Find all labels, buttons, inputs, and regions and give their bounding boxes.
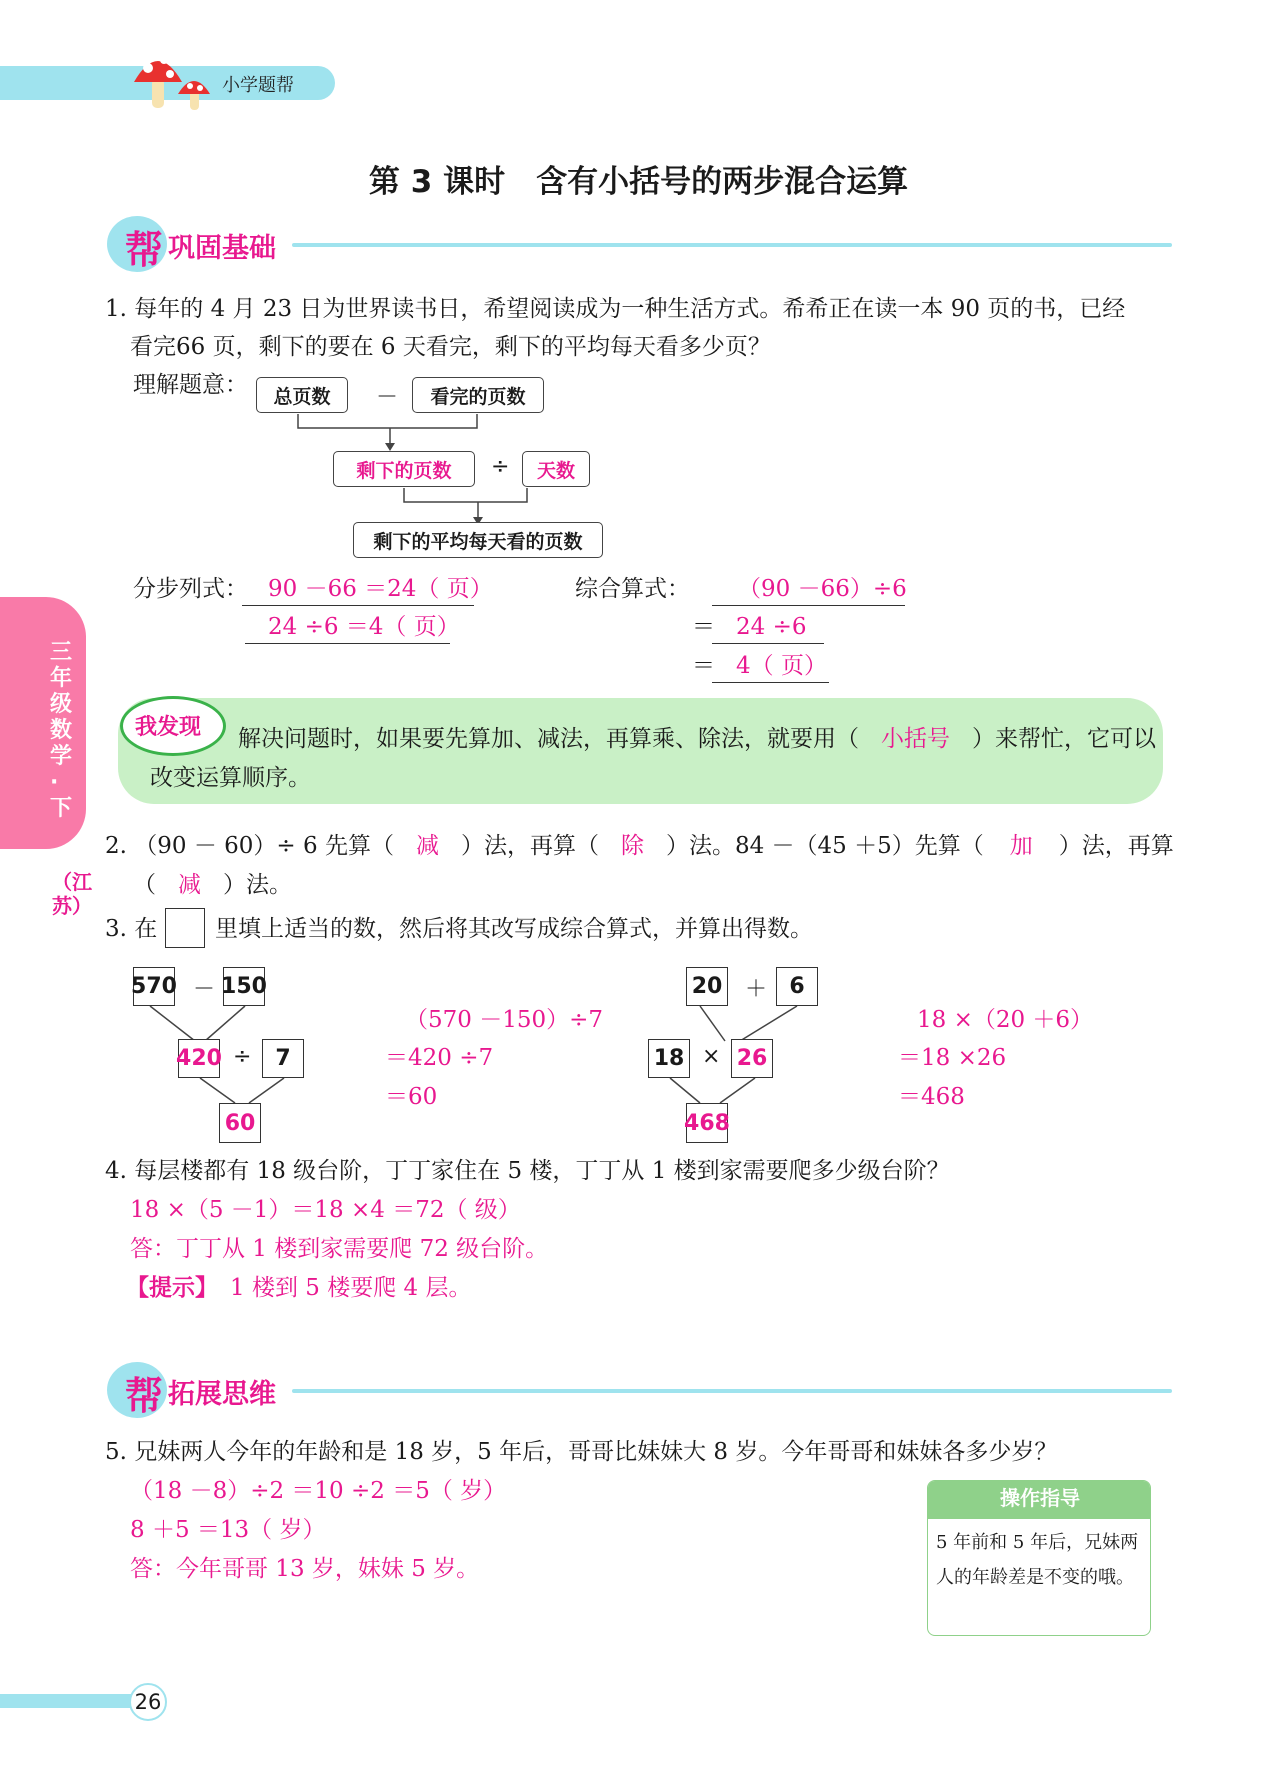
- right-box-result: 468: [686, 1103, 728, 1143]
- right-box-b: 6: [776, 967, 818, 1006]
- lesson-title: 第 3 课时 含有小括号的两步混合运算: [368, 164, 909, 200]
- side-tab-region: （江苏）: [52, 870, 92, 918]
- left-box-a: 570: [133, 967, 175, 1006]
- q5-answer-line2: 8 ＋5 ＝13（ 岁）: [130, 1517, 326, 1543]
- page-number: 26: [129, 1683, 167, 1721]
- q2-answer-3: 加: [1009, 833, 1033, 859]
- q1-understand-label: 理解题意：: [133, 372, 248, 398]
- left-op-minus: －: [193, 977, 216, 1002]
- right-expr-3: ＝468: [898, 1084, 965, 1110]
- step1-answer: 90 －66 ＝24（ 页）: [268, 576, 493, 602]
- left-box-c: 420: [178, 1039, 220, 1078]
- q2-line1: 2. （90 － 60）÷ 6 先算（ 减 ）法，再算（ 除 ）法。84 －（45 ＋5）先算（ 加 ）法，再算: [105, 833, 1174, 859]
- q3-prefix: 3. 在: [105, 916, 158, 942]
- right-box-c: 18: [648, 1039, 690, 1078]
- discovery-text-line2: 改变运算顺序。: [150, 765, 311, 791]
- q4-hint: 【提示】 1 楼到 5 楼要爬 4 层。: [126, 1275, 472, 1301]
- node-read-pages: 看完的页数: [412, 377, 544, 413]
- q5-answer-line3: 答：今年哥哥 13 岁，妹妹 5 岁。: [130, 1556, 480, 1582]
- discovery-badge: 我发现: [120, 696, 226, 756]
- left-box-b: 150: [223, 967, 265, 1006]
- right-expr-1: 18 ×（20 ＋6）: [917, 1007, 1094, 1033]
- node-remaining-pages: 剩下的页数: [333, 451, 475, 487]
- node-days: 天数: [522, 451, 590, 487]
- combined-step2: 24 ÷6: [736, 614, 807, 640]
- brand-name: 小学题帮: [222, 75, 294, 96]
- section-basic-heading: 帮 巩固基础: [107, 216, 1177, 272]
- q4-question: 4. 每层楼都有 18 级台阶，丁丁家住在 5 楼，丁丁从 1 楼到家需要爬多少级台阶？: [105, 1158, 950, 1184]
- left-expr-3: ＝60: [385, 1084, 438, 1110]
- diagram-divide: ÷: [491, 454, 510, 479]
- discovery-answer: 小括号: [881, 726, 950, 752]
- footer-bar: [0, 1694, 150, 1708]
- node-total-pages: 总页数: [256, 377, 348, 413]
- side-tab-label: 三年级数学·下: [50, 640, 73, 821]
- eq-sign-1: ＝: [692, 614, 715, 640]
- q3-instruction: 里填上适当的数，然后将其改写成综合算式，并算出得数。: [215, 916, 813, 942]
- left-box-result: 60: [219, 1103, 261, 1143]
- q1-text-line1: 1. 每年的 4 月 23 日为世界读书日，希望阅读成为一种生活方式。希希正在读一本 90 页的书，已经: [105, 296, 1126, 322]
- q2-answer-1: 减: [415, 833, 439, 859]
- right-op-times: ×: [702, 1044, 721, 1069]
- q2-line2: （ 减 ）法。: [133, 872, 292, 898]
- q5-answer-line1: （18 －8）÷2 ＝10 ÷2 ＝5（ 岁）: [130, 1478, 507, 1504]
- left-expr-2: ＝420 ÷7: [385, 1045, 494, 1071]
- diagram-minus: －: [376, 385, 399, 410]
- tip-text: 5 年前和 5 年后，兄妹两人的年龄差是不变的哦。: [936, 1532, 1139, 1588]
- right-expr-2: ＝18 ×26: [898, 1045, 1007, 1071]
- section-extend-heading: 帮 拓展思维: [107, 1362, 1177, 1418]
- discovery-text-line1: 解决问题时，如果要先算加、减法，再算乘、除法，就要用（ 小括号 ）来帮忙，它可以: [238, 726, 1156, 752]
- q5-question: 5. 兄妹两人今年的年龄和是 18 岁，5 年后，哥哥比妹妹大 8 岁。今年哥哥和妹妹各多少岁？: [105, 1439, 1058, 1465]
- eq-sign-2: ＝: [692, 653, 715, 679]
- left-box-d: 7: [262, 1039, 304, 1078]
- combined-step1: （90 －66）÷6: [738, 576, 907, 602]
- combined-step3: 4（ 页）: [736, 653, 827, 679]
- left-expr-1: （570 －150）÷7: [405, 1007, 604, 1033]
- q2-answer-4: 减: [178, 872, 201, 898]
- tip-title: 操作指导: [928, 1481, 1151, 1519]
- q2-answer-2: 除: [620, 833, 644, 859]
- step2-answer: 24 ÷6 ＝4（ 页）: [268, 614, 460, 640]
- q4-answer-calc: 18 ×（5 －1）＝18 ×4 ＝72（ 级）: [130, 1197, 521, 1223]
- combined-label: 综合算式：: [575, 576, 690, 602]
- q4-answer-sentence: 答：丁丁从 1 楼到家需要爬 72 级台阶。: [130, 1236, 549, 1262]
- right-box-d: 26: [731, 1039, 773, 1078]
- right-box-a: 20: [686, 967, 728, 1006]
- tip-box: [927, 1480, 1151, 1636]
- step-label: 分步列式：: [133, 576, 248, 602]
- node-average-pages: 剩下的平均每天看的页数: [353, 522, 603, 558]
- left-op-divide: ÷: [233, 1044, 252, 1069]
- right-op-plus: ＋: [745, 977, 768, 1002]
- q1-text-line2: 看完66 页，剩下的要在 6 天看完，剩下的平均每天看多少页？: [130, 334, 771, 360]
